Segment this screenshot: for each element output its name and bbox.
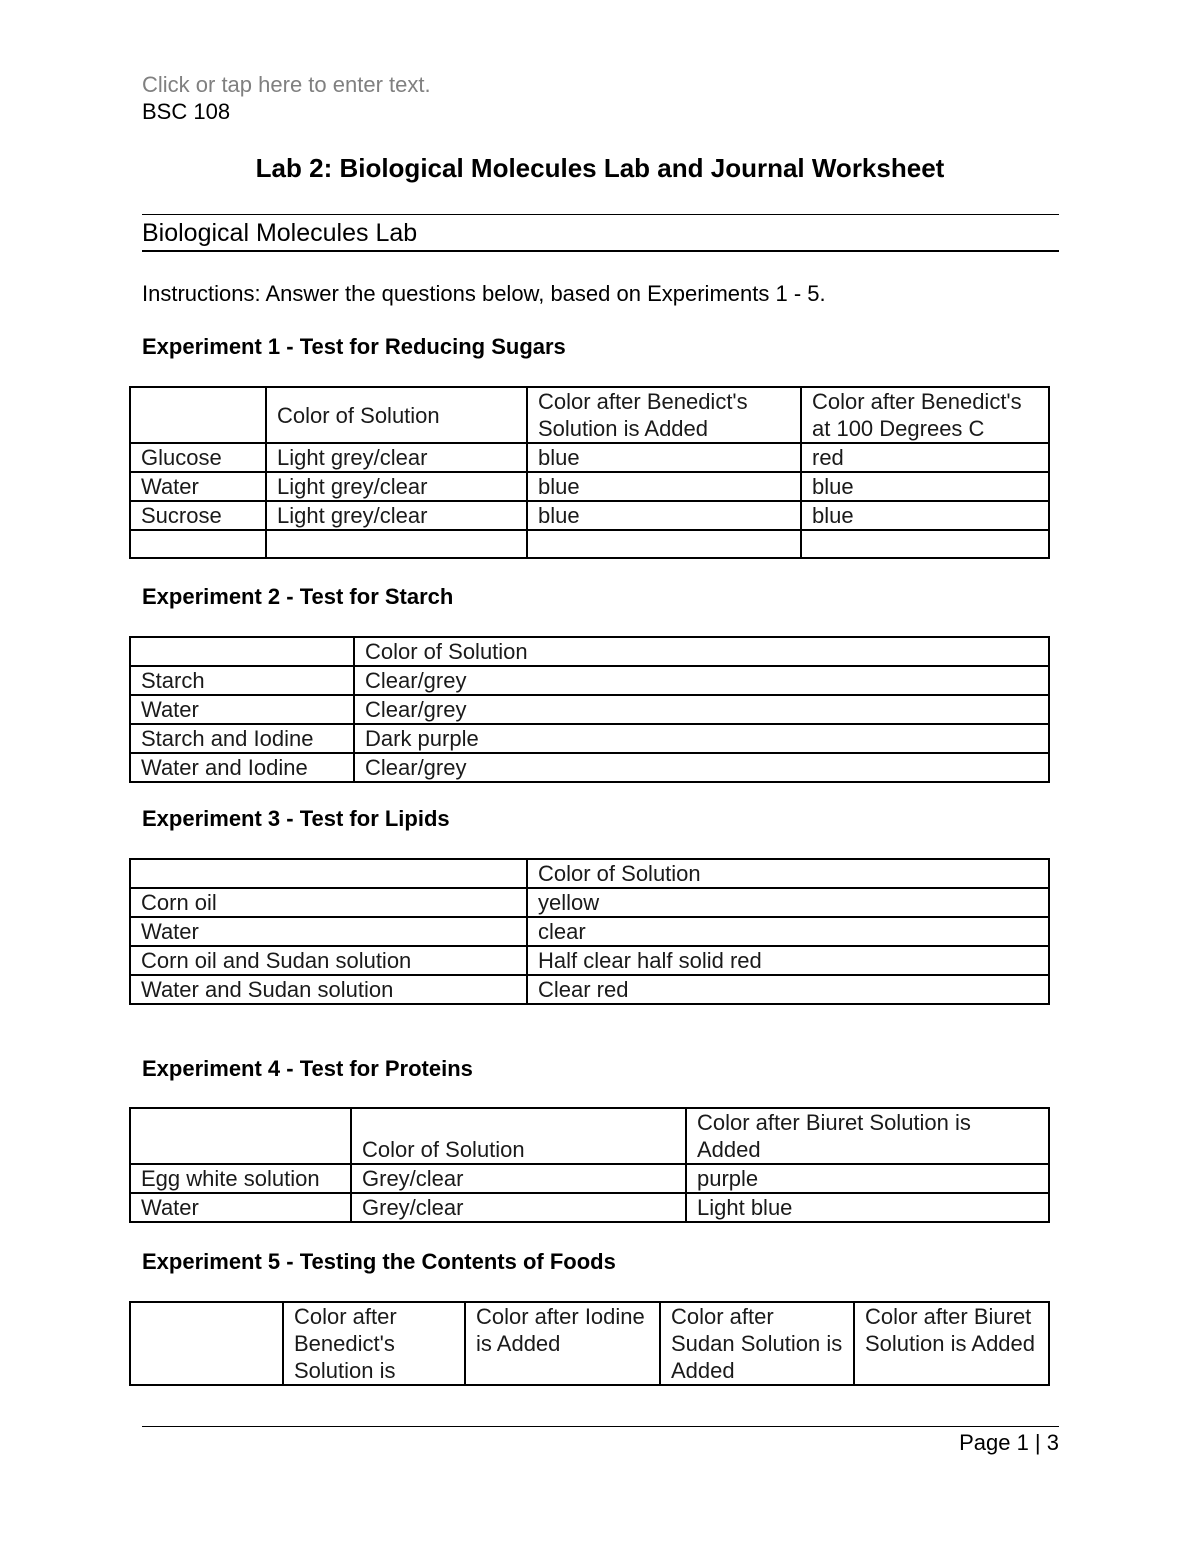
table-cell[interactable]: Water and Sudan solution	[130, 975, 527, 1004]
table-header-row	[130, 387, 1049, 443]
exp4-table	[129, 1107, 1050, 1223]
table-cell[interactable]: Water	[130, 1193, 351, 1222]
table-row	[130, 443, 1049, 472]
table-cell[interactable]: red	[801, 443, 1049, 472]
table-cell[interactable]	[266, 530, 527, 558]
table-row	[130, 472, 1049, 501]
exp2-heading: Experiment 2 - Test for Starch	[142, 584, 454, 609]
section-top-rule	[142, 214, 1059, 215]
table-cell[interactable]: Water	[130, 695, 354, 724]
exp5-table	[129, 1301, 1050, 1386]
table-header-cell: Color after Biuret Solution is Added	[854, 1302, 1049, 1385]
table-cell[interactable]: Light grey/clear	[266, 443, 527, 472]
table-header-cell	[130, 1108, 351, 1164]
table-cell[interactable]: Light grey/clear	[266, 501, 527, 530]
table-cell[interactable]: Clear/grey	[354, 695, 1049, 724]
table-header-cell: Color of Solution	[351, 1108, 686, 1164]
table-row	[130, 888, 1049, 917]
table-row	[130, 1193, 1049, 1222]
table-cell[interactable]: Clear/grey	[354, 753, 1049, 782]
table-header-cell: Color of Solution	[354, 637, 1049, 666]
table-cell[interactable]: Starch	[130, 666, 354, 695]
table-header-row	[130, 1108, 1049, 1164]
table-header-row	[130, 1302, 1049, 1385]
table-cell[interactable]: blue	[527, 501, 801, 530]
table-cell[interactable]: Sucrose	[130, 501, 266, 530]
table-cell[interactable]: blue	[527, 443, 801, 472]
table-header-row	[130, 637, 1049, 666]
table-cell[interactable]	[130, 530, 266, 558]
table-cell[interactable]	[801, 530, 1049, 558]
footer-rule	[142, 1426, 1059, 1427]
table-row	[130, 666, 1049, 695]
table-cell[interactable]: blue	[801, 472, 1049, 501]
instructions: Instructions: Answer the questions below, based on Experiments 1 - 5.	[142, 281, 826, 306]
exp3-table	[129, 858, 1050, 1005]
table-cell[interactable]: Egg white solution	[130, 1164, 351, 1193]
table-cell[interactable]: blue	[527, 472, 801, 501]
exp2-table	[129, 636, 1050, 783]
table-row	[130, 946, 1049, 975]
exp3-heading: Experiment 3 - Test for Lipids	[142, 806, 450, 831]
table-header-cell	[130, 387, 266, 443]
table-cell[interactable]: Water and Iodine	[130, 753, 354, 782]
table-row	[130, 695, 1049, 724]
table-cell[interactable]: Clear/grey	[354, 666, 1049, 695]
table-header-cell: Color after Biuret Solution is Added	[686, 1108, 1049, 1164]
table-cell[interactable]: Grey/clear	[351, 1193, 686, 1222]
table-header-cell: Color after Sudan Solution is Added	[660, 1302, 854, 1385]
table-cell[interactable]: Light blue	[686, 1193, 1049, 1222]
section-bottom-rule	[142, 250, 1059, 252]
course-code: BSC 108	[142, 99, 231, 124]
table-cell[interactable]: Water	[130, 917, 527, 946]
click-to-enter-text-placeholder[interactable]: Click or tap here to enter text.	[142, 72, 431, 97]
table-header-cell: Color of Solution	[527, 859, 1049, 888]
exp1-table	[129, 386, 1050, 559]
table-header-cell: Color after Benedict's at 100 Degrees C	[801, 387, 1049, 443]
table-cell[interactable]: purple	[686, 1164, 1049, 1193]
table-cell[interactable]: clear	[527, 917, 1049, 946]
page-number: Page 1 | 3	[959, 1430, 1059, 1455]
table-cell[interactable]	[527, 530, 801, 558]
table-header-cell	[130, 637, 354, 666]
table-cell[interactable]: Light grey/clear	[266, 472, 527, 501]
table-header-cell	[130, 859, 527, 888]
table-header-row	[130, 859, 1049, 888]
table-row	[130, 975, 1049, 1004]
table-header-cell	[130, 1302, 283, 1385]
table-cell[interactable]: Starch and Iodine	[130, 724, 354, 753]
table-row-empty	[130, 530, 1049, 558]
table-header-cell: Color after Benedict's Solution is Added	[527, 387, 801, 443]
exp1-heading: Experiment 1 - Test for Reducing Sugars	[142, 334, 566, 359]
table-row	[130, 1164, 1049, 1193]
table-cell[interactable]: yellow	[527, 888, 1049, 917]
table-row	[130, 917, 1049, 946]
table-header-cell: Color of Solution	[266, 387, 527, 443]
table-row	[130, 753, 1049, 782]
table-header-cell: Color after Iodine is Added	[465, 1302, 660, 1385]
section-title: Biological Molecules Lab	[142, 219, 418, 247]
table-cell[interactable]: blue	[801, 501, 1049, 530]
table-cell[interactable]: Grey/clear	[351, 1164, 686, 1193]
table-cell[interactable]: Corn oil and Sudan solution	[130, 946, 527, 975]
table-cell[interactable]: Glucose	[130, 443, 266, 472]
table-cell[interactable]: Dark purple	[354, 724, 1049, 753]
table-cell[interactable]: Water	[130, 472, 266, 501]
table-cell[interactable]: Half clear half solid red	[527, 946, 1049, 975]
table-header-cell: Color after Benedict's Solution is	[283, 1302, 465, 1385]
table-cell[interactable]: Clear red	[527, 975, 1049, 1004]
document-title: Lab 2: Biological Molecules Lab and Journal Worksheet	[255, 153, 945, 183]
table-cell[interactable]: Corn oil	[130, 888, 527, 917]
table-row	[130, 501, 1049, 530]
table-row	[130, 724, 1049, 753]
exp4-heading: Experiment 4 - Test for Proteins	[142, 1056, 473, 1081]
exp5-heading: Experiment 5 - Testing the Contents of Foods	[142, 1249, 616, 1274]
